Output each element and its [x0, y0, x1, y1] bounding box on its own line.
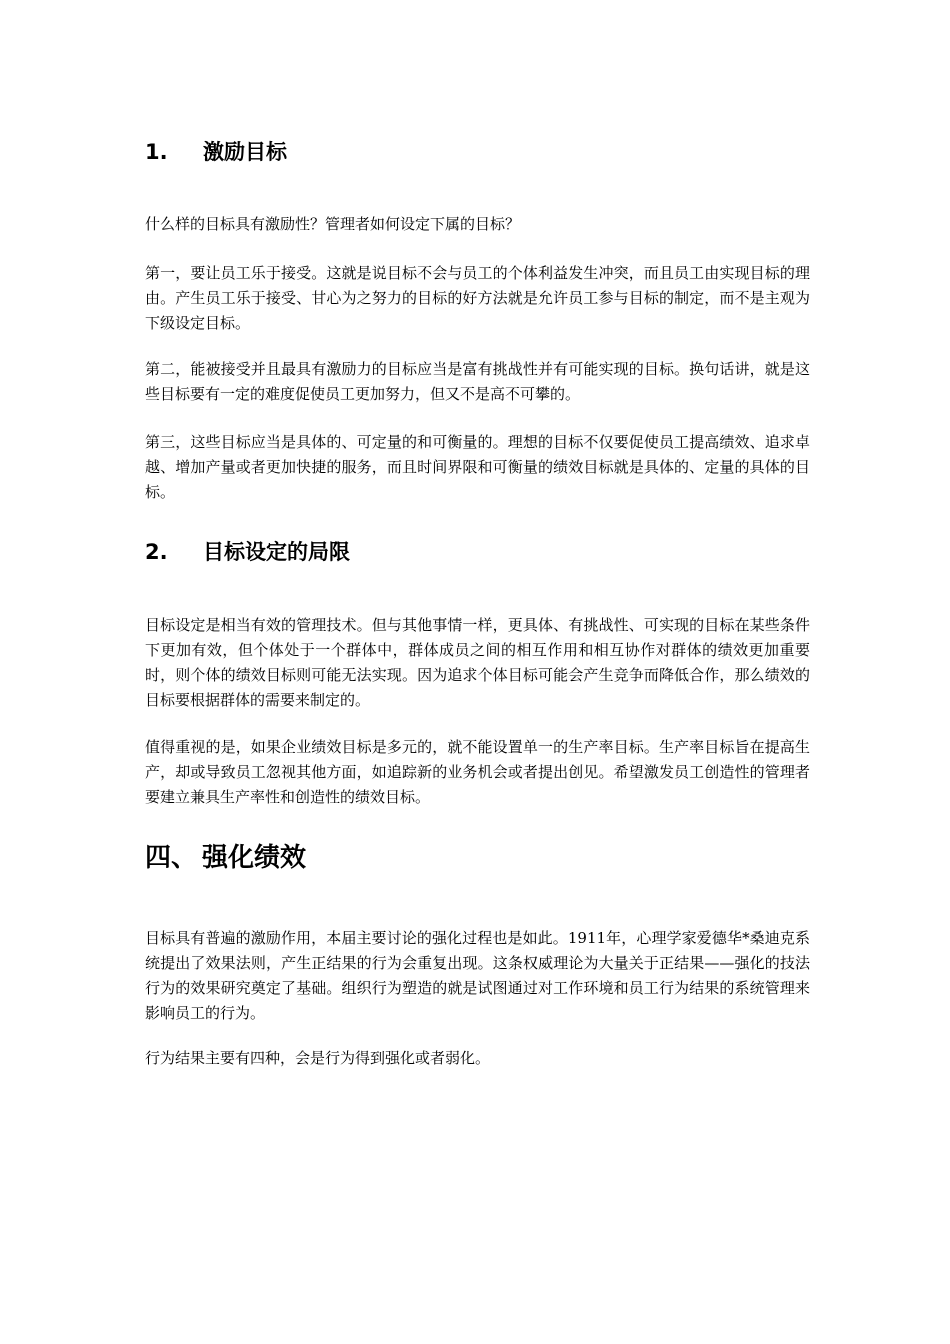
paragraph: 行为结果主要有四种，会是行为得到强化或者弱化。: [145, 1049, 491, 1067]
paragraph: 第一，要让员工乐于接受。这就是说目标不会与员工的个体利益发生冲突，而且员工由实现目标的理由。产生员工乐于接受、甘心为之努力的目标的好方法就是允许员工参与目标的制定，而不是主观为下级设定目标。: [145, 264, 810, 332]
section-number: 四、: [145, 843, 198, 873]
section-title: 激励目标: [203, 140, 287, 164]
section-heading-reinforce-performance: [145, 842, 306, 874]
section-number: 2.: [145, 540, 168, 564]
section-title: 目标设定的局限: [203, 540, 350, 564]
paragraph: 第二，能被接受并且最具有激励力的目标应当是富有挑战性并有可能实现的目标。换句话讲，就是这些目标要有一定的难度促使员工更加努力，但又不是高不可攀的。: [145, 360, 810, 403]
section-heading-goal-setting-limits: [145, 539, 350, 565]
paragraph: 目标设定是相当有效的管理技术。但与其他事情一样，更具体、有挑战性、可实现的目标在某些条件下更加有效，但个体处于一个群体中，群体成员之间的相互作用和相互协作对群体的绩效更加重要时，则个体的绩效目标则可能无法实现。因为追求个体目标可能会产生竞争而降低合作，那么绩效的目标要根据群体的需要来制定的。: [145, 616, 810, 709]
section-heading-motivation-goals: [145, 139, 287, 165]
paragraph: 第三，这些目标应当是具体的、可定量的和可衡量的。理想的目标不仅要促使员工提高绩效、追求卓越、增加产量或者更加快捷的服务，而且时间界限和可衡量的绩效目标就是具体的、定量的具体的目标。: [145, 433, 810, 501]
paragraph: 目标具有普遍的激励作用，本届主要讨论的强化过程也是如此。1911年，心理学家爱德华*桑迪克系统提出了效果法则，产生正结果的行为会重复出现。这条权威理论为大量关于正结果——强化的技法行为的效果研究奠定了基础。组织行为塑造的就是试图通过对工作环境和员工行为结果的系统管理来影响员工的行为。: [145, 929, 810, 1022]
paragraph: 什么样的目标具有激励性？管理者如何设定下属的目标？: [145, 215, 521, 233]
section-number: 1.: [145, 140, 168, 164]
section-title: 强化绩效: [202, 843, 307, 873]
paragraph: 值得重视的是，如果企业绩效目标是多元的，就不能设置单一的生产率目标。生产率目标旨在提高生产，却或导致员工忽视其他方面，如追踪新的业务机会或者提出创见。希望激发员工创造性的管理者要建立兼具生产率性和创造性的绩效目标。: [145, 738, 810, 806]
